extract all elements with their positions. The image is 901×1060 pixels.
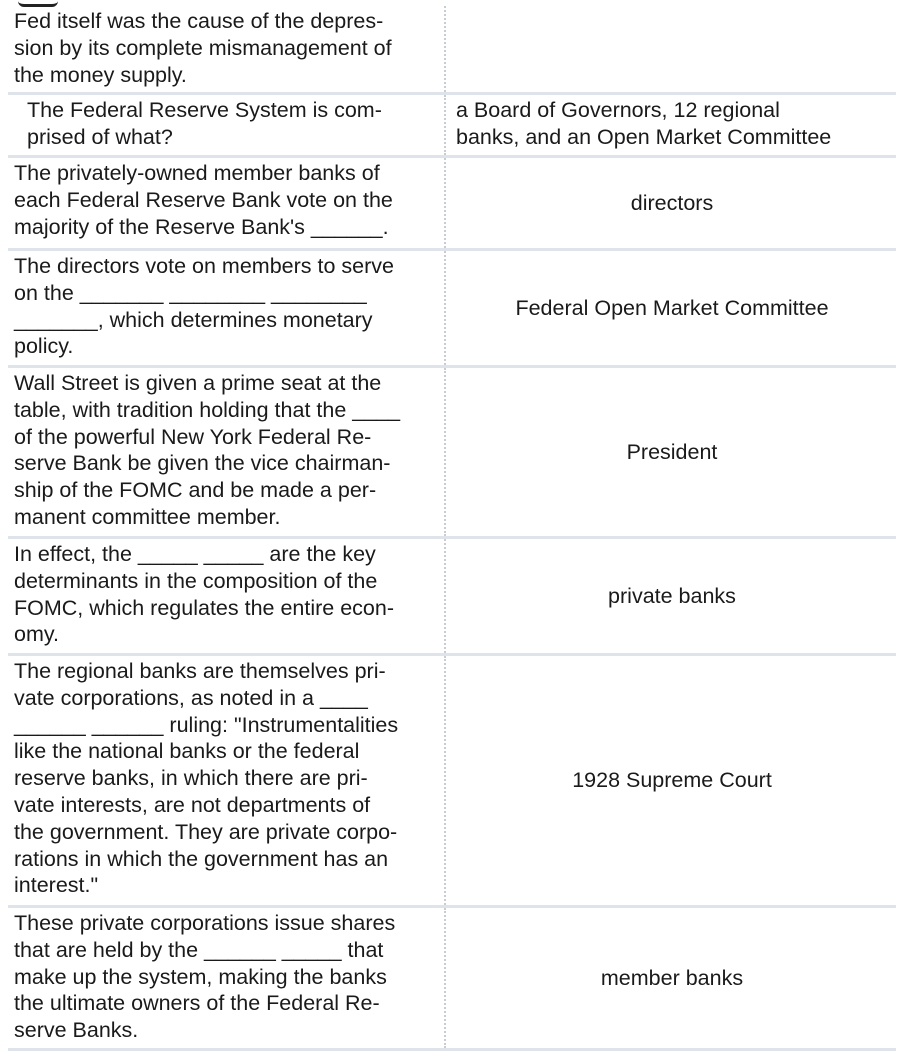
question-cell: The regional banks are themselves pri- vate corporations, as noted in a ____ ______ ______ ruling: "Instrumentalities like the national banks or the federal reserve banks, in which there are pri- vate interests, are not departments of the government. They are private corpo- rations in which the government has an interest." xyxy=(8,656,446,905)
table-row xyxy=(8,905,896,1051)
answer-cell: Federal Open Market Committee xyxy=(515,295,829,320)
answer-cell: President xyxy=(626,439,718,464)
question-cell: The directors vote on members to serve on the _______ ________ ________ _______, which determines monetary policy. xyxy=(8,251,446,365)
question-cell: In effect, the _____ _____ are the key determinants in the composition of the FOMC, which regulates the entire econ- omy. xyxy=(8,539,446,653)
table-row xyxy=(8,653,896,905)
answer-cell: a Board of Governors, 12 regional banks, and an Open Market Committee xyxy=(456,98,832,149)
question-cell: These private corporations issue shares that are held by the ______ _____ that make up the system, making the banks the ultimate owners of the Federal Re- serve Banks. xyxy=(8,908,446,1048)
answer-cell xyxy=(446,6,896,92)
question-cell: The privately-owned member banks of each Federal Reserve Bank vote on the majority of the Reserve Bank's ______. xyxy=(8,158,446,248)
question-cell: Fed itself was the cause of the depres- sion by its complete mismanagement of the money supply. xyxy=(8,6,446,92)
table-row xyxy=(8,155,896,248)
answer-cell: 1928 Supreme Court xyxy=(572,768,772,793)
table-row xyxy=(8,92,896,155)
answer-cell: directors xyxy=(630,190,714,215)
flashcard-table xyxy=(8,6,896,1051)
question-cell: The Federal Reserve System is com- prised of what? xyxy=(8,95,446,155)
answer-cell: private banks xyxy=(608,583,736,608)
question-cell: Wall Street is given a prime seat at the table, with tradition holding that the ____ of the powerful New York Federal Re- serve Bank be given the vice chairman- ship of the FOMC and be made a per- manent committee member. xyxy=(8,368,446,536)
table-row xyxy=(8,6,896,92)
answer-cell: member banks xyxy=(600,965,744,990)
table-row xyxy=(8,248,896,365)
table-row xyxy=(8,365,896,536)
table-row xyxy=(8,536,896,653)
